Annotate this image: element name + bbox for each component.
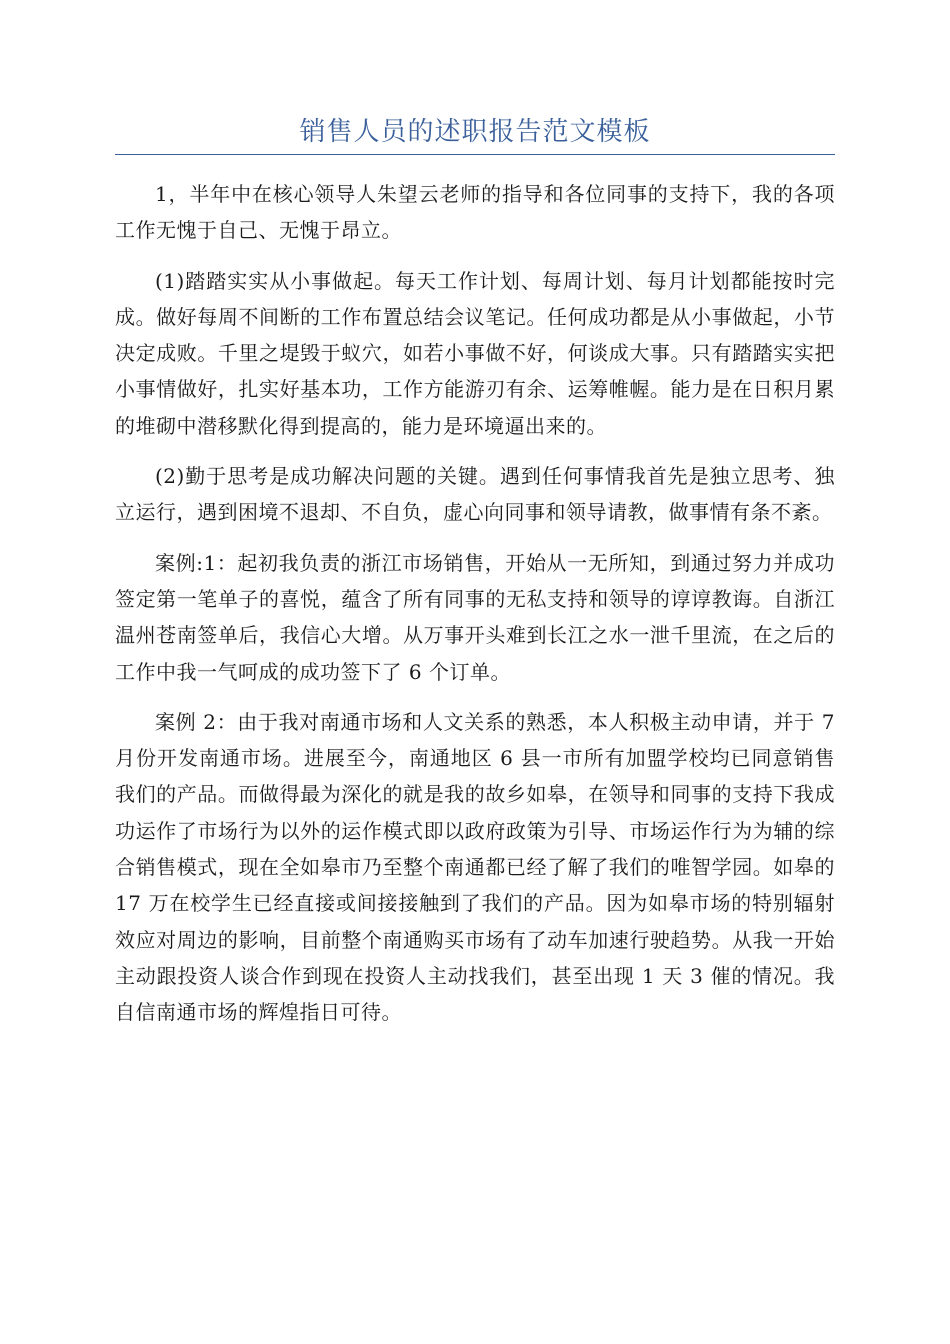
paragraph-5: 案例 2：由于我对南通市场和人文关系的熟悉，本人积极主动申请，并于 7 月份开发南通市场。进展至今，南通地区 6 县一市所有加盟学校均已同意销售我们的产品。而做得最为深化的就是我的故乡如皋，在领导和同事的支持下我成功运作了市场行为以外的运作模式即以政府政策为引导、市场运作行为为辅的综合销售模式，现在全如皋市乃至整个南通都已经了解了我们的唯智学园。如皋的 17 万在校学生已经直接或间接接触到了我们的产品。因为如皋市场的特别辐射效应对周边的影响，目前整个南通购买市场有了动车加速行驶趋势。从我一开始主动跟投资人谈合作到现在投资人主动找我们，甚至出现 1 天 3 催的情况。我自信南通市场的辉煌指日可待。 [115, 709, 835, 1025]
document-title: 销售人员的述职报告范文模板 [299, 117, 651, 147]
title-underline [115, 154, 835, 155]
paragraph-4: 案例:1：起初我负责的浙江市场销售，开始从一无所知，到通过努力并成功签定第一笔单子的喜悦，蕴含了所有同事的无私支持和领导的谆谆教诲。自浙江温州苍南签单后，我信心大增。从万事开头难到长江之水一泄千里流，在之后的工作中我一气呵成的成功签下了 6 个订单。 [115, 550, 835, 684]
document-body [115, 176, 835, 1045]
paragraph-1: 1，半年中在核心领导人朱望云老师的指导和各位同事的支持下，我的各项工作无愧于自己、无愧于昂立。 [115, 182, 835, 243]
paragraph-3: (2)勤于思考是成功解决问题的关键。遇到任何事情我首先是独立思考、独立运行，遇到困境不退却、不自负，虚心向同事和领导请教，做事情有条不紊。 [115, 464, 835, 525]
paragraph-2: (1)踏踏实实从小事做起。每天工作计划、每周计划、每月计划都能按时完成。做好每周不间断的工作布置总结会议笔记。任何成功都是从小事做起，小节决定成败。千里之堤毁于蚁穴，如若小事做不好，何谈成大事。只有踏踏实实把小事情做好，扎实好基本功，工作方能游刃有余、运筹帷幄。能力是在日积月累的堆砌中潜移默化得到提高的，能力是环境逼出来的。 [115, 268, 835, 438]
